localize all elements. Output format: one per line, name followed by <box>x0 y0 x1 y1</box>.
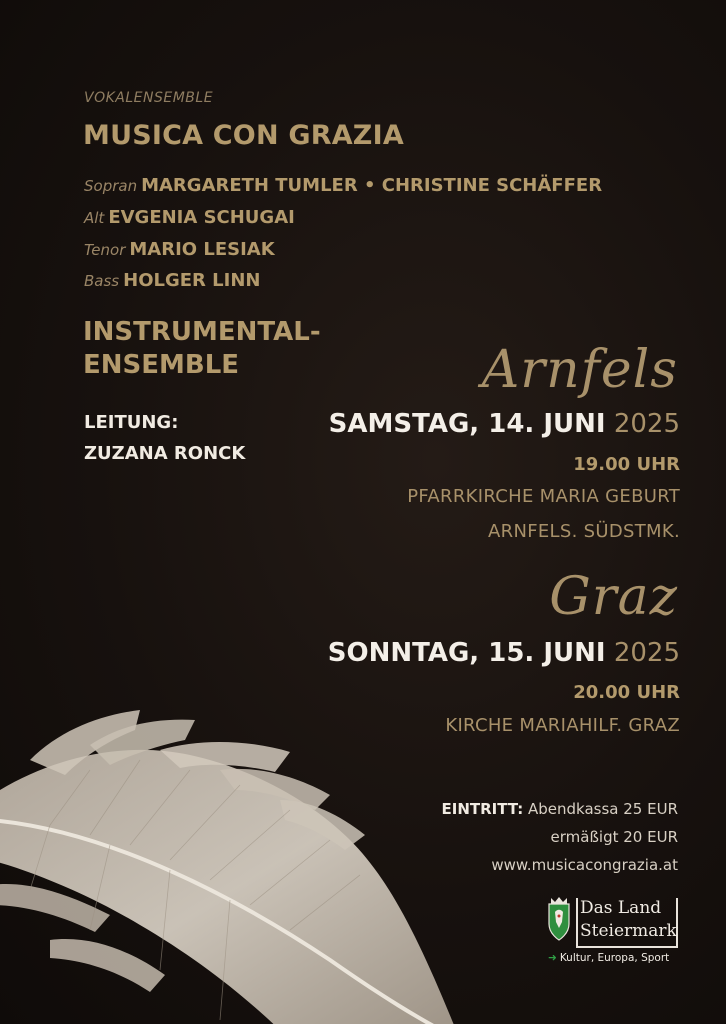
singer-row <box>84 270 260 291</box>
singer-row <box>84 239 275 260</box>
logo-subtitle <box>548 952 669 964</box>
land-steiermark-logo <box>546 896 680 970</box>
entry-label: EINTRITT: <box>441 800 524 818</box>
ensemble-title: MUSICA CON GRAZIA <box>83 120 404 151</box>
concert-time: 19.00 UHR <box>573 454 680 475</box>
website-link[interactable]: www.musicacongrazia.at <box>491 856 678 874</box>
singer-name: MARGARETH TUMLER • CHRISTINE SCHÄFFER <box>141 175 603 196</box>
singer-row <box>84 207 295 228</box>
entry-price-line <box>442 800 679 818</box>
logo-subtitle-text: Kultur, Europa, Sport <box>559 952 670 964</box>
venue-line: KIRCHE MARIAHILF. GRAZ <box>445 715 680 736</box>
concert-date <box>329 409 680 439</box>
entry-price: Abendkassa 25 EUR <box>528 800 678 818</box>
voice-role: Bass <box>84 272 120 290</box>
place-graz: Graz <box>549 567 678 627</box>
place-arnfels: Arnfels <box>481 340 678 400</box>
venue-line: PFARRKIRCHE MARIA GEBURT <box>407 486 680 507</box>
date-day: SONNTAG, 15. JUNI <box>327 638 606 668</box>
singer-name: HOLGER LINN <box>123 270 261 291</box>
kicker-label: VOKALENSEMBLE <box>84 90 214 106</box>
date-day: SAMSTAG, 14. JUNI <box>328 409 606 439</box>
singer-name: EVGENIA SCHUGAI <box>108 207 295 228</box>
voice-role: Tenor <box>84 241 126 259</box>
feather-image <box>0 700 510 1024</box>
leitung-label: LEITUNG: <box>84 412 179 433</box>
styria-crest-icon <box>546 896 572 942</box>
logo-text-line1: Das Land <box>580 898 662 918</box>
entry-reduced-price: ermäßigt 20 EUR <box>550 828 678 846</box>
concert-time: 20.00 UHR <box>573 682 680 703</box>
venue-line: ARNFELS. SÜDSTMK. <box>488 521 680 542</box>
date-year: 2025 <box>613 638 680 668</box>
leitung-name: ZUZANA RONCK <box>84 443 246 464</box>
voice-role: Alt <box>84 209 105 227</box>
instrumental-heading: INSTRUMENTAL- ENSEMBLE <box>83 317 321 380</box>
voice-role: Sopran <box>84 177 138 195</box>
logo-text-line2: Steiermark <box>580 921 677 941</box>
singer-name: MARIO LESIAK <box>129 239 275 260</box>
concert-date <box>328 638 680 668</box>
singer-row <box>84 175 602 196</box>
arrow-right-icon: ➜ <box>548 952 557 964</box>
date-year: 2025 <box>613 409 680 439</box>
